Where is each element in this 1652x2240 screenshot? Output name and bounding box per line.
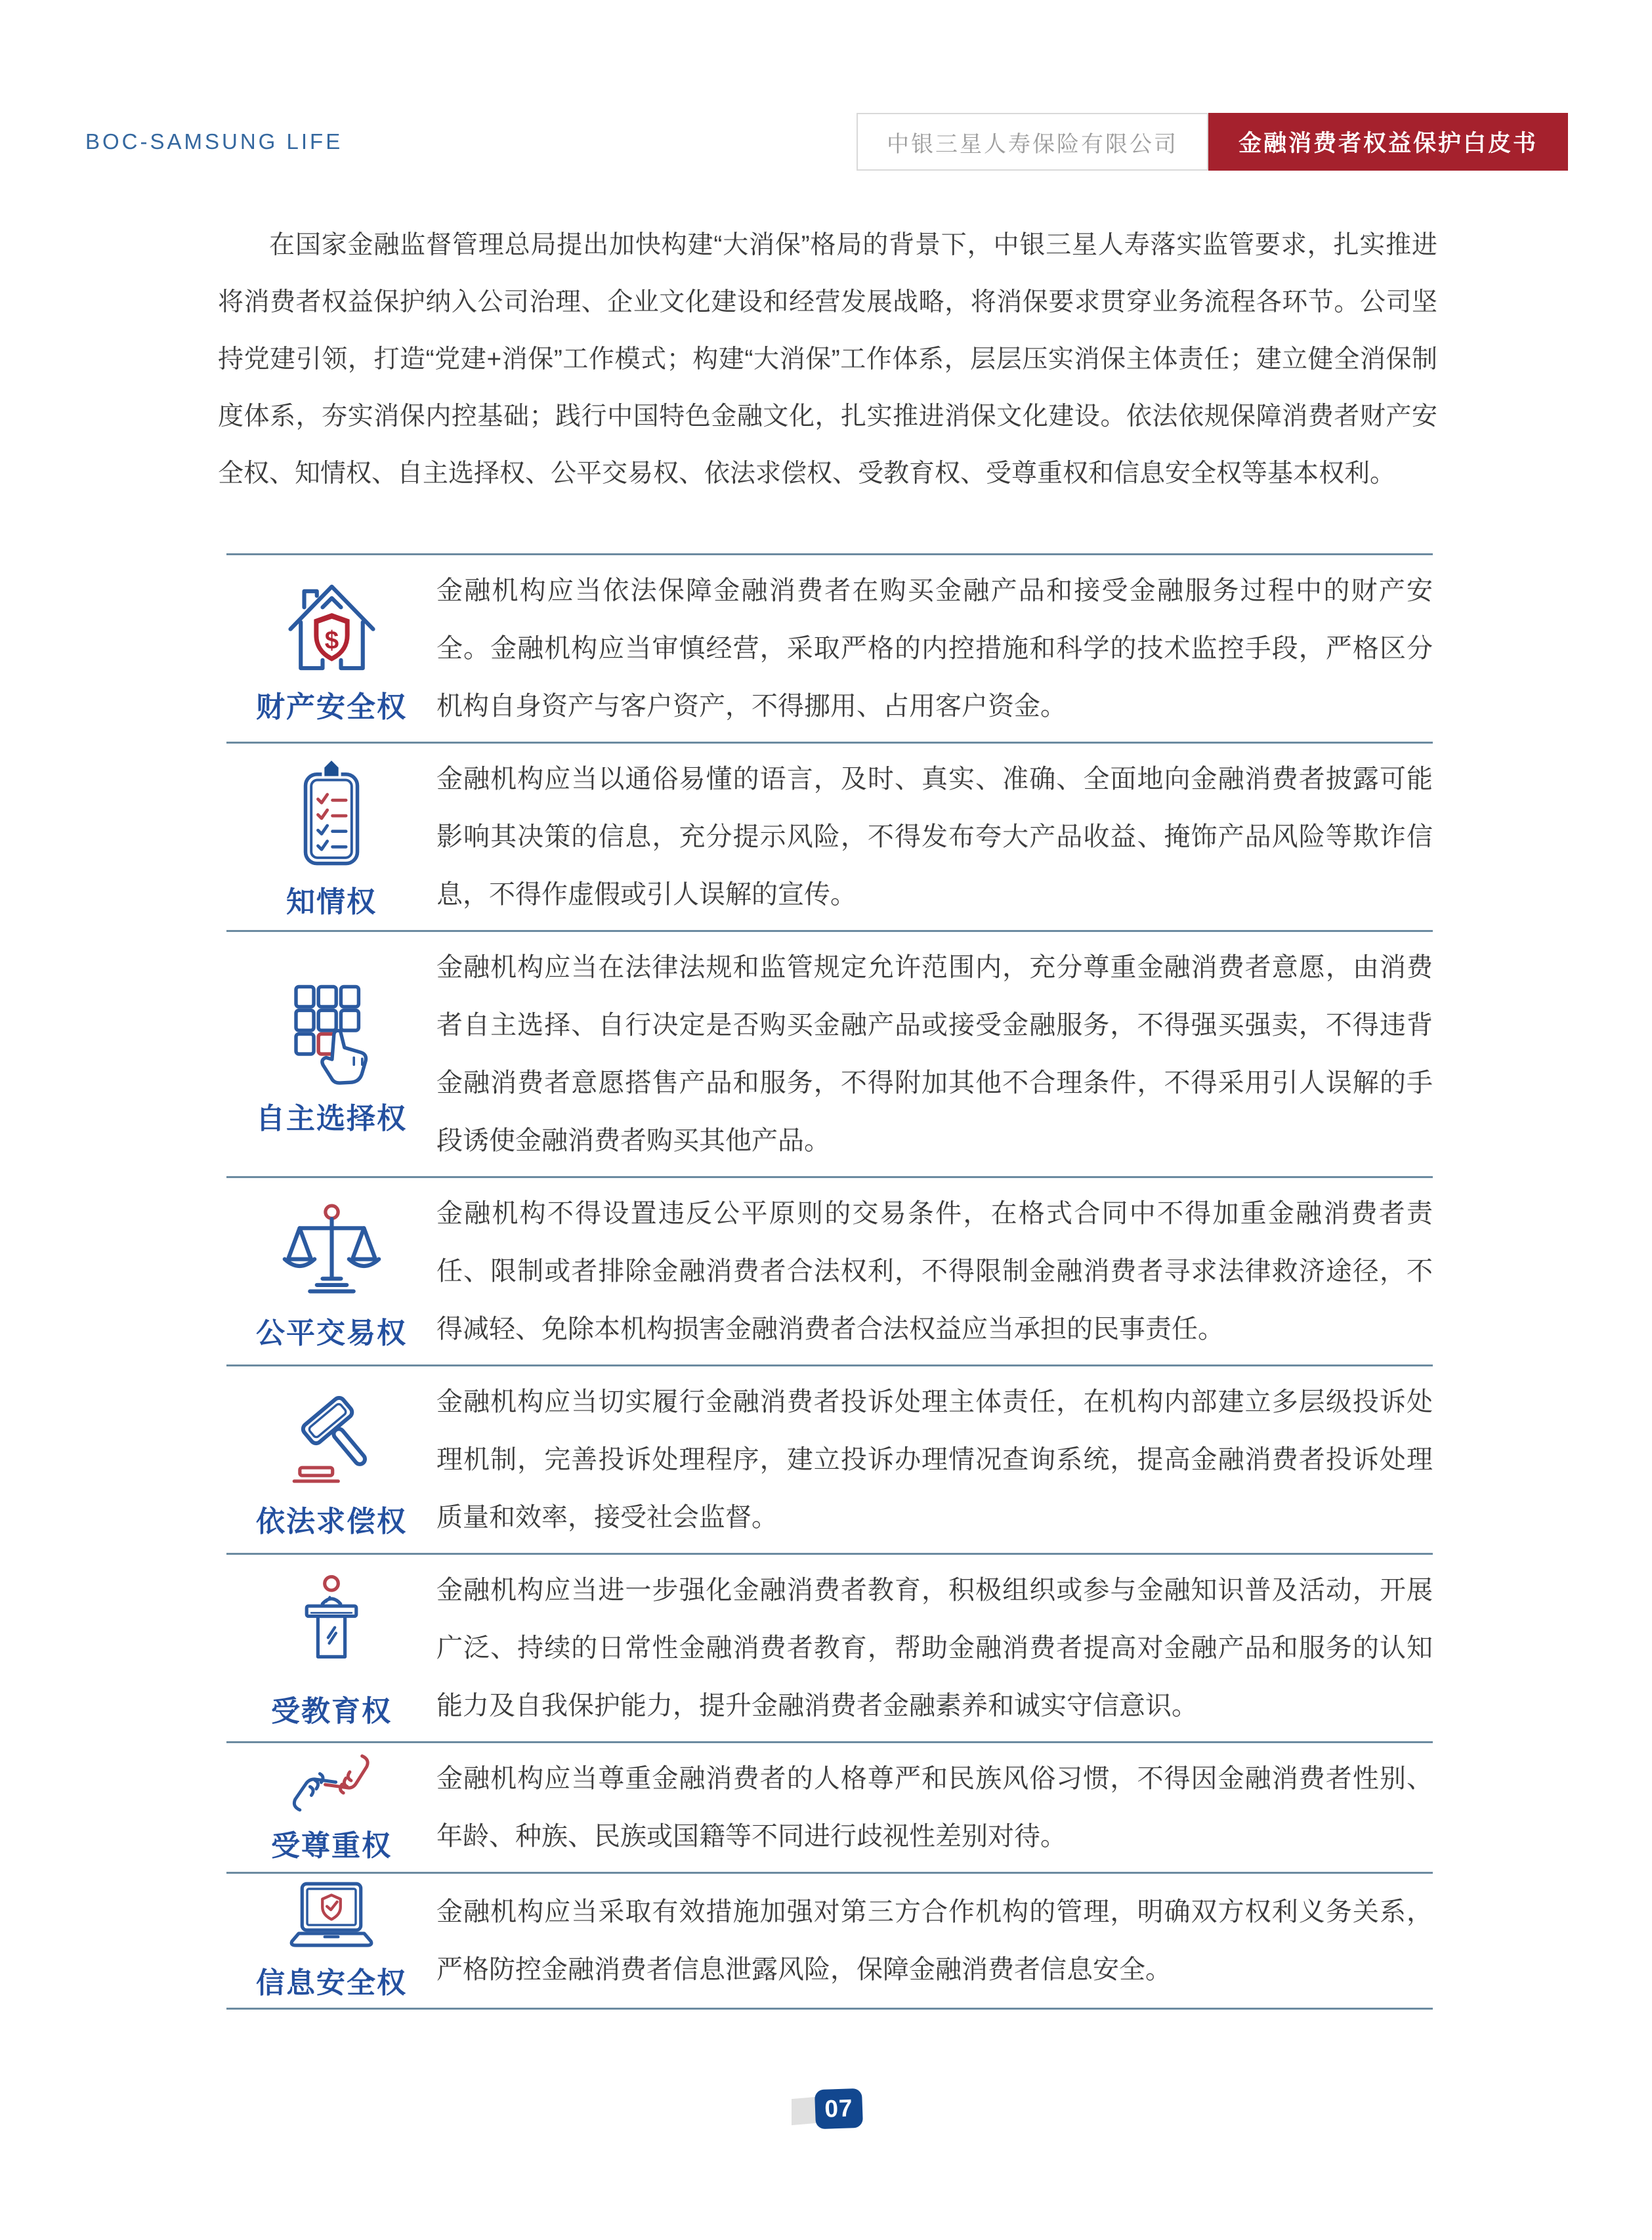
right-row-claim xyxy=(226,1364,1433,1553)
right-label: 信息安全权 xyxy=(256,1967,407,1999)
brand-logo-text: BOC-SAMSUNG LIFE xyxy=(85,129,343,154)
right-label: 公平交易权 xyxy=(256,1317,407,1349)
scales-icon xyxy=(274,1191,389,1304)
right-row-info-security xyxy=(226,1872,1433,2008)
laptop-shield-icon xyxy=(275,1880,388,1954)
page-header xyxy=(85,113,1568,171)
svg-text:$: $ xyxy=(324,626,339,655)
lectern-icon xyxy=(275,1567,388,1682)
right-row-know xyxy=(226,742,1433,930)
intro-paragraph: 在国家金融监督管理总局提出加快构建“大消保”格局的背景下，中银三星人寿落实监管要求，扎实推进将消费者权益保护纳入公司治理、企业文化建设和经营发展战略，将消保要求贯穿业务流程各环节。公司坚持党建引领，打造“党建+消保”工作模式；构建“大消保”工作体系，层层压实消保主体责任；建立健全消保制度体系，夯实消保内控基础；践行中国特色金融文化，扎实推进消保文化建设。依法依规保障消费者财产安全权、知情权、自主选择权、公平交易权、依法求偿权、受教育权、受尊重权和信息安全权等基本权利。 xyxy=(218,231,1437,488)
gavel-icon xyxy=(275,1380,388,1492)
right-description: 金融机构应当采取有效措施加强对第三方合作机构的管理，明确双方权利义务关系，严格防控金融消费者信息泄露风险，保障金融消费者信息安全。 xyxy=(436,1897,1433,1984)
page-number-badge: 07 xyxy=(815,2088,863,2129)
right-description: 金融机构应当切实履行金融消费者投诉处理主体责任，在机构内部建立多层级投诉处理机制，完善投诉处理程序，建立投诉办理情况查询系统，提高金融消费者投诉处理质量和效率，接受社会监督。 xyxy=(436,1387,1433,1532)
right-description: 金融机构应当进一步强化金融消费者教育，积极组织或参与金融知识普及活动，开展广泛、持续的日常性金融消费者教育，帮助金融消费者提高对金融产品和服务的认知能力及自我保护能力，提升金融消费者金融素养和诚实守信意识。 xyxy=(436,1576,1433,1720)
right-description: 金融机构应当在法律法规和监管规定允许范围内，充分尊重金融消费者意愿，由消费者自主选择、自行决定是否购买金融产品或接受金融服务，不得强买强卖，不得违背金融消费者意愿搭售产品和服务，不得附加其他不合理条件，不得采用引人误解的手段诱使金融消费者购买其他产品。 xyxy=(436,953,1433,1155)
right-row-choose xyxy=(226,930,1433,1176)
right-label: 依法求偿权 xyxy=(256,1506,407,1538)
rights-list xyxy=(226,553,1433,2010)
right-row-respect xyxy=(226,1741,1433,1872)
handshake-icon xyxy=(278,1751,386,1817)
right-row-property-safety xyxy=(226,553,1433,742)
right-label: 财产安全权 xyxy=(256,691,407,723)
header-title-group xyxy=(857,113,1568,171)
right-description: 金融机构应当尊重金融消费者的人格尊严和民族风俗习惯，不得因金融消费者性别、年龄、种族、民族或国籍等不同进行歧视性差别对待。 xyxy=(436,1764,1433,1851)
house-shield-icon xyxy=(274,572,389,678)
right-row-fair-trade xyxy=(226,1176,1433,1364)
right-label: 自主选择权 xyxy=(256,1103,407,1135)
right-description: 金融机构应当以通俗易懂的语言，及时、真实、准确、全面地向金融消费者披露可能影响其决策的信息，充分提示风险，不得发布夸大产品收益、掩饰产品风险等欺诈信息，不得作虚假或引人误解的宣传。 xyxy=(436,765,1433,909)
company-name-box: 中银三星人寿保险有限公司 xyxy=(857,113,1208,171)
right-label: 受尊重权 xyxy=(271,1830,392,1862)
keypad-hand-icon xyxy=(272,971,391,1089)
right-label: 知情权 xyxy=(286,886,377,918)
checklist-clipboard-icon xyxy=(280,753,383,873)
right-description: 金融机构应当依法保障金融消费者在购买金融产品和接受金融服务过程中的财产安全。金融机构应当审慎经营，采取严格的内控措施和科学的技术监控手段，严格区分机构自身资产与客户资产，不得挪用、占用客户资金。 xyxy=(436,576,1433,721)
right-label: 受教育权 xyxy=(271,1695,392,1727)
right-description: 金融机构不得设置违反公平原则的交易条件，在格式合同中不得加重金融消费者责任、限制或者排除金融消费者合法权利，不得限制金融消费者寻求法律救济途径，不得减轻、免除本机构损害金融消费者合法权益应当承担的民事责任。 xyxy=(436,1199,1433,1343)
right-row-education xyxy=(226,1553,1433,1741)
doc-title-badge: 金融消费者权益保护白皮书 xyxy=(1208,113,1568,171)
